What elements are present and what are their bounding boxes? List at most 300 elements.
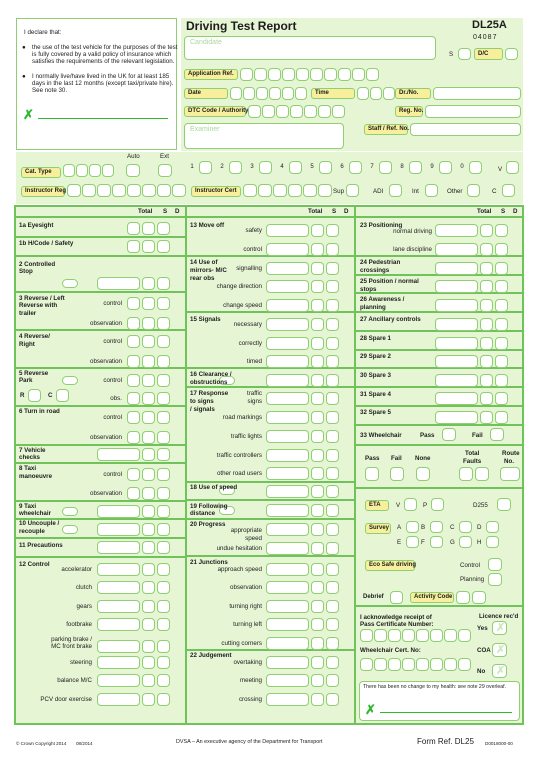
col2-row-13-total-field[interactable] [266, 467, 309, 480]
turn-in-road-control-total-field[interactable] [127, 411, 140, 424]
time-box[interactable] [357, 87, 369, 100]
col2-row-16-d-box[interactable] [326, 523, 339, 536]
col2-row-20-s-box[interactable] [311, 600, 324, 613]
dr-no-field[interactable] [433, 87, 521, 100]
cat-type-box[interactable] [76, 164, 88, 177]
wheelchair-cert-box[interactable] [458, 658, 471, 671]
digit-box-6[interactable]: 6 [336, 161, 348, 174]
digit-entry-box[interactable] [229, 161, 242, 174]
col3-row-4-total-field[interactable] [435, 299, 478, 312]
col2-row-10-s-box[interactable] [311, 411, 324, 424]
digit-entry-box[interactable] [409, 161, 422, 174]
int-box[interactable] [425, 184, 438, 197]
digit-box-0[interactable]: 0 [456, 161, 468, 174]
col2-row-5-s-box[interactable] [311, 318, 324, 331]
controlled-stop-s-box[interactable] [142, 277, 155, 290]
col2-row-0-total-field[interactable] [266, 224, 309, 237]
reverse-left-observation-d-box[interactable] [157, 317, 170, 330]
col3-row-3-d-box[interactable] [495, 280, 508, 293]
toggle-oval[interactable] [62, 279, 78, 288]
turn-in-road-observation-s-box[interactable] [142, 431, 155, 444]
digit-box-4[interactable]: 4 [276, 161, 288, 174]
cat-type-box[interactable] [63, 164, 75, 177]
col2-row-19-total-field[interactable] [266, 581, 309, 594]
wheelchair-cert-box[interactable] [444, 658, 457, 671]
col2-row-19-d-box[interactable] [326, 581, 339, 594]
examiner-field[interactable]: Examiner [184, 123, 344, 149]
col2-row-11-total-field[interactable] [266, 430, 309, 443]
control-sub-4-s-box[interactable] [142, 640, 155, 653]
col3-row-5-total-field[interactable] [435, 318, 478, 331]
col2-row-17-d-box[interactable] [326, 542, 339, 555]
uncouple-d-box[interactable] [157, 523, 170, 536]
vehicle-checks-d-box[interactable] [157, 448, 170, 461]
col2-row-1-total-field[interactable] [266, 243, 309, 256]
licence-no-box[interactable] [492, 664, 507, 678]
eta-v-box[interactable] [404, 498, 417, 511]
taxi-manoeuvre-observation-total-field[interactable] [127, 487, 140, 500]
control-sub-2-d-box[interactable] [157, 600, 170, 613]
col2-row-4-s-box[interactable] [311, 299, 324, 312]
col2-row-0-d-box[interactable] [326, 224, 339, 237]
reverse-park-control-s-box[interactable] [142, 374, 155, 387]
controlled-stop-total-field[interactable] [97, 277, 140, 290]
col2-row-23-s-box[interactable] [311, 656, 324, 669]
digit-entry-box[interactable] [469, 161, 482, 174]
survey-sv_f-box[interactable] [430, 536, 443, 548]
col2-row-15-total-field[interactable] [266, 504, 309, 517]
digit-box-3[interactable]: 3 [246, 161, 258, 174]
application-ref-box[interactable] [324, 68, 337, 81]
control-sub-0-d-box[interactable] [157, 563, 170, 576]
wheelchair-cert-box[interactable] [388, 658, 401, 671]
control-sub-7-total-field[interactable] [97, 693, 140, 706]
licence-yes-box[interactable] [492, 621, 507, 635]
taxi-manoeuvre-control-d-box[interactable] [157, 468, 170, 481]
col2-row-25-s-box[interactable] [311, 693, 324, 706]
pass-cert-box[interactable] [402, 629, 415, 642]
col2-row-25-total-field[interactable] [266, 693, 309, 706]
col3-row-2-d-box[interactable] [495, 262, 508, 275]
col3-row-0-s-box[interactable] [480, 224, 493, 237]
col3-row-9-d-box[interactable] [495, 392, 508, 405]
adi-box[interactable] [389, 184, 402, 197]
control-sub-1-d-box[interactable] [157, 581, 170, 594]
application-ref-box[interactable] [310, 68, 323, 81]
control-sub-2-s-box[interactable] [142, 600, 155, 613]
col3-row-4-d-box[interactable] [495, 299, 508, 312]
survey-sv_h-box[interactable] [486, 536, 499, 548]
hcode-d-box[interactable] [157, 240, 170, 253]
dtc-box[interactable] [318, 105, 331, 118]
wheelchair-cert-box[interactable] [360, 658, 373, 671]
digit-entry-box[interactable] [289, 161, 302, 174]
reverse-left-control-d-box[interactable] [157, 297, 170, 310]
dtc-box[interactable] [332, 105, 345, 118]
control-sub-4-d-box[interactable] [157, 640, 170, 653]
col2-row-3-s-box[interactable] [311, 280, 324, 293]
col2-row-4-d-box[interactable] [326, 299, 339, 312]
reverse-park-obs-s-box[interactable] [142, 392, 155, 405]
eyesight-s-box[interactable] [142, 222, 155, 235]
application-ref-box[interactable] [338, 68, 351, 81]
col2-row-20-total-field[interactable] [266, 600, 309, 613]
reverse-park-control-total-field[interactable] [127, 374, 140, 387]
col2-row-14-total-field[interactable] [266, 485, 309, 498]
col2-row-13-s-box[interactable] [311, 467, 324, 480]
col3-row-9-total-field[interactable] [435, 392, 478, 405]
control-sub-7-d-box[interactable] [157, 693, 170, 706]
col3-row-2-s-box[interactable] [480, 262, 493, 275]
col3-row-10-total-field[interactable] [435, 411, 478, 424]
col2-row-22-d-box[interactable] [326, 637, 339, 650]
col3-row-10-s-box[interactable] [480, 411, 493, 424]
wheelchair-pass-box[interactable] [442, 428, 456, 441]
col3-row-5-s-box[interactable] [480, 318, 493, 331]
col2-row-7-total-field[interactable] [266, 355, 309, 368]
col2-row-14-d-box[interactable] [326, 485, 339, 498]
col3-row-7-total-field[interactable] [435, 355, 478, 368]
control-sub-5-d-box[interactable] [157, 656, 170, 669]
col2-row-18-d-box[interactable] [326, 563, 339, 576]
survey-sv_a-box[interactable] [406, 521, 419, 533]
control-sub-4-total-field[interactable] [97, 640, 140, 653]
col2-row-12-s-box[interactable] [311, 449, 324, 462]
col3-row-5-d-box[interactable] [495, 318, 508, 331]
col2-row-3-total-field[interactable] [266, 280, 309, 293]
instructor-cert-box[interactable] [303, 184, 317, 197]
wheelchair-cert-box[interactable] [374, 658, 387, 671]
col2-row-24-total-field[interactable] [266, 674, 309, 687]
instructor-cert-box[interactable] [258, 184, 272, 197]
vehicle-checks-s-box[interactable] [142, 448, 155, 461]
precautions-s-box[interactable] [142, 541, 155, 554]
application-ref-box[interactable] [240, 68, 253, 81]
ext-box[interactable] [158, 164, 172, 177]
application-ref-box[interactable] [254, 68, 267, 81]
col2-row-16-total-field[interactable] [266, 523, 309, 536]
col3-row-1-d-box[interactable] [495, 243, 508, 256]
taxi-wheelchair-s-box[interactable] [142, 505, 155, 518]
cat-type-box[interactable] [89, 164, 101, 177]
activity-code-box-1[interactable] [456, 591, 470, 604]
vehicle-checks-total-field[interactable] [97, 448, 140, 461]
col3-row-7-d-box[interactable] [495, 355, 508, 368]
col2-row-23-total-field[interactable] [266, 656, 309, 669]
col2-row-5-d-box[interactable] [326, 318, 339, 331]
result-none-box[interactable] [416, 467, 430, 481]
col2-row-15-d-box[interactable] [326, 504, 339, 517]
time-box[interactable] [370, 87, 382, 100]
reverse-park-r-box[interactable] [28, 389, 41, 402]
dtc-box[interactable] [290, 105, 303, 118]
col2-row-7-d-box[interactable] [326, 355, 339, 368]
controlled-stop-d-box[interactable] [157, 277, 170, 290]
date-box[interactable] [230, 87, 242, 100]
survey-sv_d-box[interactable] [486, 521, 499, 533]
candidate-field[interactable]: Candidate [184, 36, 436, 60]
wheelchair-cert-box[interactable] [416, 658, 429, 671]
reverse-left-observation-s-box[interactable] [142, 317, 155, 330]
col3-row-2-total-field[interactable] [435, 262, 478, 275]
col2-row-18-total-field[interactable] [266, 563, 309, 576]
survey-sv_b-box[interactable] [430, 521, 443, 533]
instructor-cert-box[interactable] [243, 184, 257, 197]
instructor-cert-box[interactable] [273, 184, 287, 197]
hcode-s-box[interactable] [142, 240, 155, 253]
digit-box-1[interactable]: 1 [186, 161, 198, 174]
application-ref-box[interactable] [352, 68, 365, 81]
control-sub-7-s-box[interactable] [142, 693, 155, 706]
col2-row-8-d-box[interactable] [326, 374, 339, 387]
control-sub-6-total-field[interactable] [97, 674, 140, 687]
pass-cert-box[interactable] [360, 629, 373, 642]
col2-row-3-d-box[interactable] [326, 280, 339, 293]
date-box[interactable] [243, 87, 255, 100]
col3-row-1-total-field[interactable] [435, 243, 478, 256]
date-box[interactable] [282, 87, 294, 100]
reverse-left-control-s-box[interactable] [142, 297, 155, 310]
reverse-right-control-total-field[interactable] [127, 335, 140, 348]
col3-row-3-total-field[interactable] [435, 280, 478, 293]
debrief-box[interactable] [390, 591, 403, 604]
col2-row-25-d-box[interactable] [326, 693, 339, 706]
time-box[interactable] [383, 87, 395, 100]
eyesight-d-box[interactable] [157, 222, 170, 235]
col2-row-10-d-box[interactable] [326, 411, 339, 424]
control-sub-0-total-field[interactable] [97, 563, 140, 576]
turn-in-road-control-s-box[interactable] [142, 411, 155, 424]
col2-row-14-s-box[interactable] [311, 485, 324, 498]
precautions-total-field[interactable] [97, 541, 140, 554]
instructor-reg-box[interactable] [142, 184, 156, 197]
staff-ref-field[interactable] [410, 123, 521, 136]
col2-row-8-total-field[interactable] [266, 374, 309, 387]
control-sub-6-s-box[interactable] [142, 674, 155, 687]
col2-row-24-s-box[interactable] [311, 674, 324, 687]
taxi-manoeuvre-control-s-box[interactable] [142, 468, 155, 481]
col3-row-6-s-box[interactable] [480, 337, 493, 350]
instructor-reg-box[interactable] [112, 184, 126, 197]
col2-row-6-s-box[interactable] [311, 337, 324, 350]
turn-in-road-control-d-box[interactable] [157, 411, 170, 424]
col2-row-12-total-field[interactable] [266, 449, 309, 462]
col2-row-18-s-box[interactable] [311, 563, 324, 576]
col3-row-6-d-box[interactable] [495, 337, 508, 350]
col2-row-9-total-field[interactable] [266, 392, 309, 405]
instructor-reg-box[interactable] [67, 184, 81, 197]
sup-box[interactable] [346, 184, 359, 197]
application-ref-box[interactable] [282, 68, 295, 81]
reverse-right-observation-total-field[interactable] [127, 355, 140, 368]
col3-row-4-s-box[interactable] [480, 299, 493, 312]
d255-box[interactable] [497, 498, 511, 511]
dtc-box[interactable] [262, 105, 275, 118]
col2-row-5-total-field[interactable] [266, 318, 309, 331]
turn-in-road-observation-d-box[interactable] [157, 431, 170, 444]
control-sub-3-total-field[interactable] [97, 618, 140, 631]
uncouple-total-field[interactable] [97, 523, 140, 536]
dtc-box[interactable] [248, 105, 261, 118]
taxi-manoeuvre-control-total-field[interactable] [127, 468, 140, 481]
precautions-d-box[interactable] [157, 541, 170, 554]
control-sub-0-s-box[interactable] [142, 563, 155, 576]
pass-cert-box[interactable] [388, 629, 401, 642]
col2-row-17-s-box[interactable] [311, 542, 324, 555]
digit-entry-box[interactable] [349, 161, 362, 174]
reverse-right-control-d-box[interactable] [157, 335, 170, 348]
digit-entry-box[interactable] [439, 161, 452, 174]
uncouple-s-box[interactable] [142, 523, 155, 536]
col2-row-24-d-box[interactable] [326, 674, 339, 687]
col2-row-21-total-field[interactable] [266, 618, 309, 631]
col2-row-6-total-field[interactable] [266, 337, 309, 350]
coa-box[interactable] [492, 643, 507, 657]
v-box[interactable] [506, 161, 519, 174]
col2-row-0-s-box[interactable] [311, 224, 324, 237]
reverse-park-control-d-box[interactable] [157, 374, 170, 387]
col2-row-11-d-box[interactable] [326, 430, 339, 443]
taxi-wheelchair-d-box[interactable] [157, 505, 170, 518]
reverse-left-observation-total-field[interactable] [127, 317, 140, 330]
route-no-box[interactable] [500, 467, 520, 481]
col2-row-1-d-box[interactable] [326, 243, 339, 256]
eta-p-box[interactable] [431, 498, 444, 511]
col3-row-1-s-box[interactable] [480, 243, 493, 256]
taxi-wheelchair-total-field[interactable] [97, 505, 140, 518]
eyesight-total-field[interactable] [127, 222, 140, 235]
total-faults-box-2[interactable] [475, 467, 489, 481]
result-pass-box[interactable] [365, 467, 379, 481]
col2-row-2-d-box[interactable] [326, 262, 339, 275]
col3-row-3-s-box[interactable] [480, 280, 493, 293]
date-box[interactable] [295, 87, 307, 100]
cat-type-box[interactable] [102, 164, 114, 177]
control-sub-6-d-box[interactable] [157, 674, 170, 687]
wheelchair-fail-box[interactable] [490, 428, 504, 441]
col2-row-1-s-box[interactable] [311, 243, 324, 256]
health-signature-line[interactable] [380, 712, 512, 713]
col3-row-8-total-field[interactable] [435, 374, 478, 387]
col3-row-8-d-box[interactable] [495, 374, 508, 387]
col2-row-22-s-box[interactable] [311, 637, 324, 650]
survey-sv_e-box[interactable] [406, 536, 419, 548]
result-fail-box[interactable] [390, 467, 404, 481]
date-box[interactable] [269, 87, 281, 100]
wheelchair-cert-box[interactable] [402, 658, 415, 671]
pass-cert-box[interactable] [374, 629, 387, 642]
col2-row-10-total-field[interactable] [266, 411, 309, 424]
pass-cert-box[interactable] [458, 629, 471, 642]
col2-row-12-d-box[interactable] [326, 449, 339, 462]
taxi-manoeuvre-observation-s-box[interactable] [142, 487, 155, 500]
col2-row-16-s-box[interactable] [311, 523, 324, 536]
digit-box-2[interactable]: 2 [216, 161, 228, 174]
col2-row-4-total-field[interactable] [266, 299, 309, 312]
col3-row-10-d-box[interactable] [495, 411, 508, 424]
col2-row-7-s-box[interactable] [311, 355, 324, 368]
col3-row-0-d-box[interactable] [495, 224, 508, 237]
dtc-box[interactable] [304, 105, 317, 118]
control-sub-3-d-box[interactable] [157, 618, 170, 631]
instructor-reg-box[interactable] [127, 184, 141, 197]
digit-box-7[interactable]: 7 [366, 161, 378, 174]
reverse-park-obs-d-box[interactable] [157, 392, 170, 405]
instructor-reg-box[interactable] [157, 184, 171, 197]
reverse-park-obs-total-field[interactable] [127, 392, 140, 405]
application-ref-box[interactable] [296, 68, 309, 81]
pass-cert-box[interactable] [444, 629, 457, 642]
reverse-right-observation-d-box[interactable] [157, 355, 170, 368]
survey-sv_g-box[interactable] [459, 536, 472, 548]
col2-row-11-s-box[interactable] [311, 430, 324, 443]
digit-box-9[interactable]: 9 [426, 161, 438, 174]
digit-entry-box[interactable] [319, 161, 332, 174]
date-box[interactable] [256, 87, 268, 100]
col3-row-9-s-box[interactable] [480, 392, 493, 405]
col2-row-2-s-box[interactable] [311, 262, 324, 275]
col3-row-7-s-box[interactable] [480, 355, 493, 368]
control-sub-1-total-field[interactable] [97, 581, 140, 594]
col2-row-9-d-box[interactable] [326, 392, 339, 405]
s-box[interactable] [458, 48, 471, 60]
digit-box-8[interactable]: 8 [396, 161, 408, 174]
col3-row-8-s-box[interactable] [480, 374, 493, 387]
taxi-manoeuvre-observation-d-box[interactable] [157, 487, 170, 500]
col2-row-2-total-field[interactable] [266, 262, 309, 275]
col3-row-6-total-field[interactable] [435, 337, 478, 350]
instructor-reg-box[interactable] [172, 184, 186, 197]
col3-row-0-total-field[interactable] [435, 224, 478, 237]
turn-in-road-observation-total-field[interactable] [127, 431, 140, 444]
col2-row-13-d-box[interactable] [326, 467, 339, 480]
eco-planning-box[interactable] [488, 573, 502, 586]
pass-cert-box[interactable] [430, 629, 443, 642]
instructor-reg-box[interactable] [82, 184, 96, 197]
toggle-oval[interactable] [62, 525, 78, 534]
col2-row-17-total-field[interactable] [266, 542, 309, 555]
digit-box-5[interactable]: 5 [306, 161, 318, 174]
eco-control-box[interactable] [488, 558, 502, 571]
col2-row-23-d-box[interactable] [326, 656, 339, 669]
col2-row-22-total-field[interactable] [266, 637, 309, 650]
instructor-reg-box[interactable] [97, 184, 111, 197]
reverse-right-control-s-box[interactable] [142, 335, 155, 348]
pass-cert-box[interactable] [416, 629, 429, 642]
reverse-left-control-total-field[interactable] [127, 297, 140, 310]
dc-box[interactable] [505, 48, 518, 60]
control-sub-5-total-field[interactable] [97, 656, 140, 669]
control-sub-1-s-box[interactable] [142, 581, 155, 594]
col2-row-15-s-box[interactable] [311, 504, 324, 517]
candidate-signature-line[interactable] [38, 118, 168, 119]
col2-row-21-s-box[interactable] [311, 618, 324, 631]
application-ref-box[interactable] [366, 68, 379, 81]
col2-row-20-d-box[interactable] [326, 600, 339, 613]
auto-box[interactable] [126, 164, 140, 177]
dtc-box[interactable] [276, 105, 289, 118]
col2-row-9-s-box[interactable] [311, 392, 324, 405]
wheelchair-cert-box[interactable] [430, 658, 443, 671]
reg-no-field[interactable] [425, 105, 521, 118]
control-sub-5-s-box[interactable] [142, 656, 155, 669]
digit-entry-box[interactable] [379, 161, 392, 174]
activity-code-box-2[interactable] [472, 591, 486, 604]
c-box[interactable] [502, 184, 515, 197]
application-ref-box[interactable] [268, 68, 281, 81]
reverse-right-observation-s-box[interactable] [142, 355, 155, 368]
digit-entry-box[interactable] [199, 161, 212, 174]
